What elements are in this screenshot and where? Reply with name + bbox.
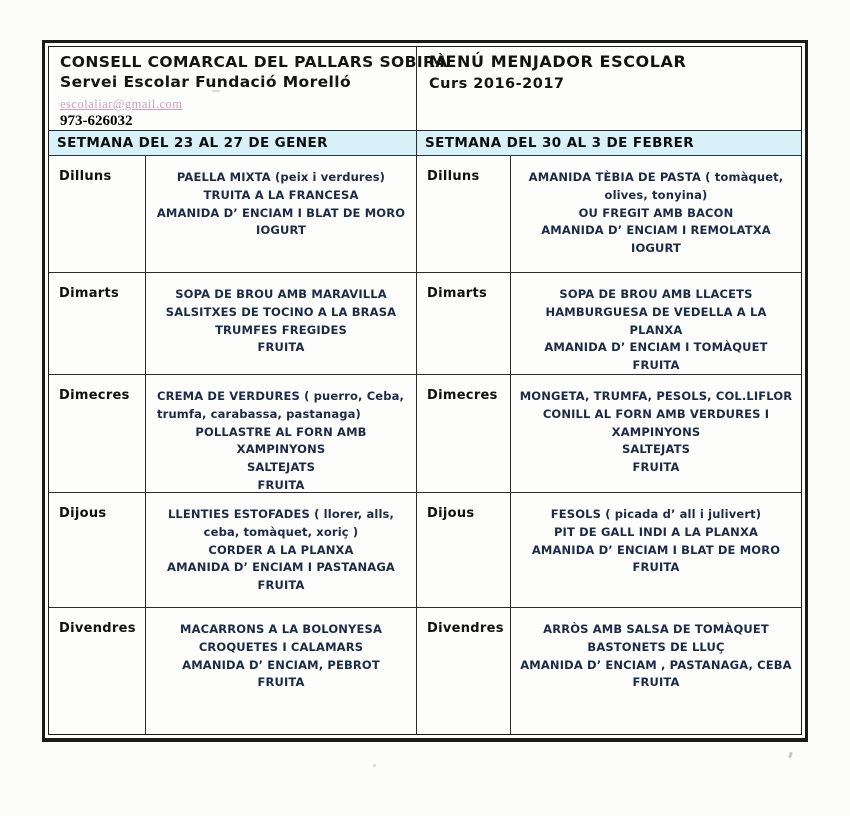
menu-item: CREMA DE VERDURES ( puerro, Ceba, trumfa, carabassa, pastanaga): [157, 389, 405, 421]
menu-item: IOGURT: [256, 223, 306, 238]
day-label-week1: Dilluns: [49, 156, 146, 273]
day-label-week2: Dijous: [417, 493, 511, 608]
day-row-dijous: [49, 493, 801, 608]
menu-cell-week2: [511, 375, 801, 493]
menu-cell-week1: [146, 375, 417, 493]
org-name: CONSELL COMARCAL DEL PALLARS SOBIRÀ: [60, 53, 448, 71]
menu-item: SALTEJATS: [621, 442, 691, 457]
menu-item: AMANIDA D’ ENCIAM I BLAT DE MORO: [156, 205, 406, 220]
menu-cell-week2: [511, 608, 801, 734]
menu-item: CORDER A LA PLANXA: [208, 542, 354, 557]
menu-item: PIT DE GALL INDI A LA PLANXA: [553, 524, 759, 539]
menu-cell-week1: [146, 493, 417, 608]
menu-item: SOPA DE BROU AMB LLACETS: [559, 287, 753, 301]
menu-item: FRUITA: [257, 578, 305, 593]
menu-item: POLLASTRE AL FORN AMB XAMPINYONS: [195, 424, 367, 457]
menu-item: FRUITA: [257, 478, 305, 493]
day-row-dimecres: [49, 375, 801, 493]
menu-cell-week1: [146, 156, 417, 273]
menu-cell-week1: [146, 608, 417, 734]
menu-item: MACARRONS A LA BOLONYESA: [179, 622, 383, 636]
week-header-row: [49, 131, 801, 156]
menu-item: FRUITA: [257, 340, 305, 355]
course-year: Curs 2016-2017: [429, 76, 565, 92]
menu-item: FESOLS ( picada d’ all i julivert): [550, 507, 762, 521]
week1-header: SETMANA DEL 23 AL 27 DE GENER: [49, 131, 417, 156]
menu-item: CROQUETES I CALAMARS: [198, 639, 364, 654]
menu-item: LLENTIES ESTOFADES ( llorer, alls, ceba, tomàquet, xoriç ): [167, 507, 395, 539]
menu-item: AMANIDA D’ ENCIAM, PEBROT: [182, 657, 380, 672]
menu-item: ARRÒS AMB SALSA DE TOMÀQUET: [543, 622, 769, 636]
menu-item: AMANIDA D’ ENCIAM I PASTANAGA: [167, 560, 395, 575]
menu-item: FRUITA: [632, 675, 680, 690]
org-header-cell: [49, 47, 448, 131]
menu-item: OU FREGIT AMB BACON: [578, 205, 734, 220]
scan-artifact: [788, 752, 793, 759]
menu-item: TRUMFES FREGIDES: [215, 322, 347, 337]
day-label-week2: Dilluns: [417, 156, 511, 273]
week2-header: SETMANA DEL 30 AL 3 DE FEBRER: [417, 131, 801, 156]
menu-item: CONILL AL FORN AMB VERDURES I XAMPINYONS: [542, 406, 770, 439]
day-label-week2: Dimarts: [417, 273, 511, 375]
day-label-week1: Dimarts: [49, 273, 146, 375]
menu-item: AMANIDA TÈBIA DE PASTA ( tomàquet, olives, tonyina): [528, 170, 784, 202]
day-label-week1: Divendres: [49, 608, 146, 734]
menu-item: AMANIDA D’ ENCIAM I TOMÀQUET: [544, 340, 768, 355]
menu-item: IOGURT: [631, 241, 681, 256]
menu-item: MONGETA, TRUMFA, PESOLS, COL.LIFLOR: [519, 389, 793, 403]
scan-artifact: [212, 90, 220, 92]
menu-item: HAMBURGUESA DE VEDELLA A LA PLANXA: [545, 304, 767, 337]
menu-item: FRUITA: [632, 460, 680, 475]
menu-item: SALTEJATS: [246, 460, 316, 475]
menu-cell-week2: [511, 493, 801, 608]
day-row-dilluns: [49, 156, 801, 273]
phone-number: 973-626032: [60, 112, 133, 129]
day-rows-container: [49, 156, 801, 734]
org-service: Servei Escolar Fundació Morelló: [60, 73, 351, 92]
day-label-week2: Dimecres: [417, 375, 511, 493]
day-row-dimarts: [49, 273, 801, 375]
menu-item: AMANIDA D’ ENCIAM I REMOLATXA: [541, 223, 771, 238]
menu-cell-week2: [511, 273, 801, 375]
menu-cell-week2: [511, 156, 801, 273]
email-address: escolaliar@gmail.com: [60, 96, 183, 111]
scan-artifact: [373, 764, 376, 767]
header-row: [49, 47, 801, 131]
menu-item: FRUITA: [632, 358, 680, 373]
menu-item: BASTONETS DE LLUÇ: [587, 639, 725, 654]
day-label-week1: Dimecres: [49, 375, 146, 493]
menu-item: AMANIDA D’ ENCIAM , PASTANAGA, CEBA: [520, 657, 792, 672]
menu-item: SALSITXES DE TOCINO A LA BRASA: [165, 304, 397, 319]
day-label-week1: Dijous: [49, 493, 146, 608]
day-label-week2: Divendres: [417, 608, 511, 734]
menu-item: PAELLA MIXTA (peix i verdures): [176, 170, 386, 184]
menu-item: AMANIDA D’ ENCIAM I BLAT DE MORO: [531, 542, 781, 557]
title-header-cell: [417, 47, 801, 131]
menu-item: TRUITA A LA FRANCESA: [203, 187, 359, 202]
menu-item: FRUITA: [632, 560, 680, 575]
menu-table: [48, 46, 802, 735]
day-row-divendres: [49, 608, 801, 734]
menu-item: SOPA DE BROU AMB MARAVILLA: [175, 287, 387, 301]
page-title: MENÚ MENJADOR ESCOLAR: [429, 52, 687, 71]
menu-item: FRUITA: [257, 675, 305, 690]
menu-cell-week1: [146, 273, 417, 375]
menu-table-border: [42, 40, 808, 742]
